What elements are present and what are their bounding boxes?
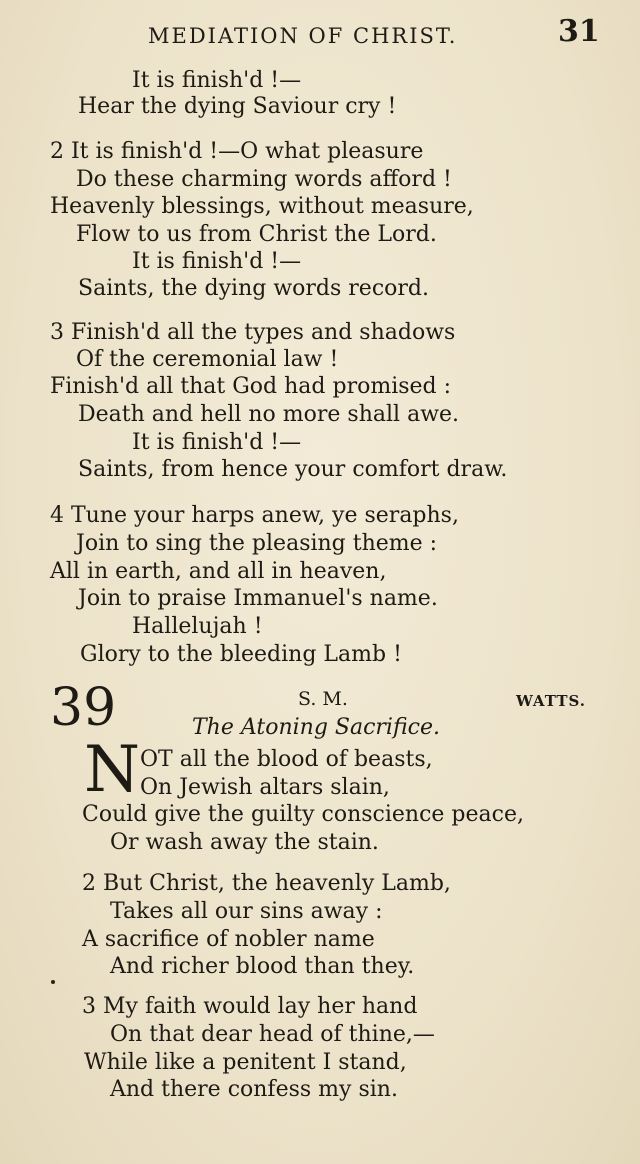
verse-line: It is finish'd !—	[132, 68, 302, 93]
verse-line: Flow to us from Christ the Lord.	[76, 222, 437, 247]
verse-line: Join to sing the pleasing theme :	[76, 531, 438, 556]
verse-line: Glory to the bleeding Lamb !	[80, 642, 402, 667]
hymn-number: 39	[50, 678, 117, 738]
verse-line: Do these charming words afford !	[76, 167, 452, 192]
verse-line: OT all the blood of beasts,	[140, 747, 433, 772]
verse-line: And there confess my sin.	[110, 1077, 398, 1102]
verse-line: 4 Tune your harps anew, ye seraphs,	[50, 503, 459, 528]
verse-line: Saints, the dying words record.	[78, 276, 429, 301]
hymn-title: The Atoning Sacrifice.	[192, 715, 440, 740]
page-header-title: MEDIATION OF CHRIST.	[148, 24, 458, 48]
hymn-author: WATTS.	[516, 692, 587, 710]
verse-line: Hallelujah !	[132, 614, 263, 639]
print-speck	[51, 980, 55, 984]
drop-cap: N	[84, 733, 140, 807]
verse-line: While like a penitent I stand,	[84, 1050, 407, 1075]
verse-line: Join to praise Immanuel's name.	[78, 586, 438, 611]
verse-line: And richer blood than they.	[110, 954, 415, 979]
verse-line: Death and hell no more shall awe.	[78, 402, 460, 427]
verse-line: Finish'd all that God had promised :	[50, 374, 452, 399]
verse-line: On Jewish altars slain,	[140, 775, 390, 800]
verse-line: It is finish'd !—	[132, 430, 302, 455]
verse-line: Or wash away the stain.	[110, 830, 379, 855]
page-number: 31	[558, 14, 600, 49]
verse-line: A sacrifice of nobler name	[82, 927, 375, 952]
verse-line: Of the ceremonial law !	[76, 347, 339, 372]
verse-line: Saints, from hence your comfort draw.	[78, 457, 508, 482]
verse-line: Heavenly blessings, without measure,	[50, 194, 474, 219]
verse-line: All in earth, and all in heaven,	[50, 559, 387, 584]
verse-line: Hear the dying Saviour cry !	[78, 94, 397, 119]
hymn-meter: S. M.	[298, 688, 348, 710]
verse-line: Takes all our sins away :	[110, 899, 383, 924]
verse-line: 2 It is finish'd !—O what pleasure	[50, 139, 424, 164]
verse-line: On that dear head of thine,—	[110, 1022, 435, 1047]
verse-line: 2 But Christ, the heavenly Lamb,	[82, 871, 451, 896]
verse-line: 3 Finish'd all the types and shadows	[50, 320, 456, 345]
verse-line: It is finish'd !—	[132, 249, 302, 274]
verse-line: Could give the guilty conscience peace,	[82, 802, 524, 827]
verse-line: 3 My faith would lay her hand	[82, 994, 418, 1019]
